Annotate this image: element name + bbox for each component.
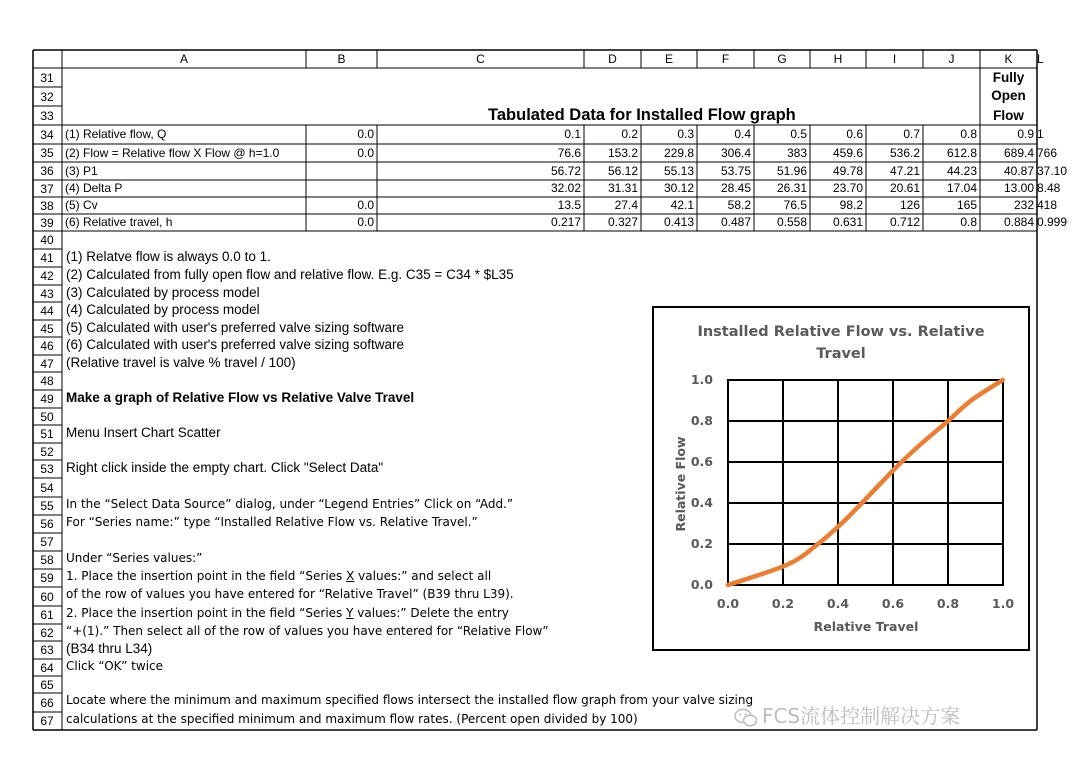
chart-x-axis-label: Relative Travel [813,619,919,634]
row-header-43[interactable]: 43 [40,287,54,301]
column-header-l[interactable]: L [1037,52,1044,66]
row-header-67[interactable]: 67 [40,714,54,728]
note-row-64: Click “OK” twice [66,659,164,673]
table-cell[interactable]: 0.5 [790,127,807,141]
table-cell[interactable]: 13.00 [1003,181,1034,195]
x-tick-label: 0.2 [771,596,795,611]
table-cell[interactable]: 0.9 [1017,127,1034,141]
note-row-59-part2: values:” and select all [354,569,492,583]
table-cell[interactable]: 0.0 [357,215,374,229]
y-tick-label: 0.0 [690,577,713,592]
table-row-label[interactable]: (6) Relative travel, h [65,215,173,229]
series-line [728,380,1003,585]
wechat-icon [734,708,758,728]
column-header-k[interactable]: K [1004,52,1013,66]
row-header-38[interactable]: 38 [40,199,54,213]
note-row-62: “+(1).” Then select all of the row of values you have entered for “Relative Flow” [66,624,549,638]
note-row-61-part2: values:” Delete the entry [353,606,509,620]
y-tick-label: 0.2 [690,536,713,551]
table-cell[interactable]: 55.13 [663,164,694,178]
note-row-43: (3) Calculated by process model [66,285,260,300]
table-cell[interactable]: 306.4 [720,146,751,160]
table-cell[interactable]: 165 [956,198,977,212]
table-cell[interactable]: 76.5 [783,198,807,212]
table-cell[interactable]: 42.1 [670,198,694,212]
table-cell[interactable]: 383 [786,146,807,160]
row-header-54[interactable]: 54 [40,481,54,495]
table-cell[interactable]: 56.72 [550,164,581,178]
table-cell[interactable]: 418 [1037,198,1058,212]
row-header-58[interactable]: 58 [40,553,54,567]
table-cell[interactable]: 58.2 [727,198,751,212]
table-row-label[interactable]: (1) Relative flow, Q [65,127,167,141]
table-cell[interactable]: 232 [1013,198,1034,212]
row-header-35[interactable]: 35 [40,146,54,160]
table-cell[interactable]: 0.558 [776,215,807,229]
table-cell[interactable]: 229.8 [663,146,694,160]
table-cell[interactable]: 1 [1037,127,1044,141]
row-header-46[interactable]: 46 [40,339,54,353]
row-header-50[interactable]: 50 [40,410,54,424]
row-header-45[interactable]: 45 [40,322,54,336]
note-row-63: (B34 thru L34) [66,641,153,656]
table-cell[interactable]: 53.75 [720,164,751,178]
row-header-60[interactable]: 60 [40,590,54,604]
table-row-label[interactable]: (2) Flow = Relative flow X Flow @ h=1.0 [65,146,280,160]
note-row-45: (5) Calculated with user's preferred valve sizing software [66,320,404,335]
row-header-31[interactable]: 31 [40,71,54,85]
table-cell[interactable]: 689.4 [1003,146,1034,160]
row-header-42[interactable]: 42 [40,269,54,283]
table-row-label[interactable]: (4) Delta P [65,181,123,195]
column-header-j[interactable]: J [948,52,955,66]
table-cell[interactable]: 27.4 [614,198,638,212]
table-title: Tabulated Data for Installed Flow graph [488,106,796,124]
table-cell[interactable]: 0.327 [607,215,638,229]
table-cell[interactable]: 56.12 [607,164,638,178]
column-header-e[interactable]: E [664,52,673,66]
chart-canvas [654,308,1028,649]
x-tick-label: 0.6 [881,596,905,611]
table-cell[interactable]: 536.2 [889,146,920,160]
note-row-44: (4) Calculated by process model [66,302,260,317]
note-row-49: Make a graph of Relative Flow vs Relative Valve Travel [66,390,415,405]
table-cell[interactable]: 51.96 [776,164,807,178]
table-cell[interactable]: 0.487 [720,215,751,229]
note-row-67: calculations at the specified minimum and maximum flow rates. (Percent open divided by 100) [66,712,638,726]
chart-title-line-2: Travel [816,346,866,362]
note-row-61 [66,606,509,620]
chart-y-axis-label: Relative Flow [673,436,688,532]
row-header-33[interactable]: 33 [40,109,54,123]
row-header-39[interactable]: 39 [40,216,54,230]
y-tick-label: 0.8 [690,413,713,428]
row-header-63[interactable]: 63 [40,643,54,657]
note-row-51: Menu Insert Chart Scatter [66,425,221,440]
note-row-58: Under “Series values:” [66,551,203,565]
note-row-41: (1) Relatve flow is always 0.0 to 1. [66,249,271,264]
x-tick-label: 1.0 [991,596,1015,611]
row-header-47[interactable]: 47 [40,357,54,371]
row-header-56[interactable]: 56 [40,517,54,531]
note-row-59-part1: 1. Place the insertion point in the field “Series [66,569,347,583]
table-cell[interactable]: 31.31 [607,181,638,195]
column-header-i[interactable]: I [892,52,897,66]
table-cell[interactable]: 37.10 [1037,164,1068,178]
table-cell[interactable]: 0.217 [550,215,581,229]
note-row-61-y: Y [346,606,354,620]
note-row-59-x: X [346,569,355,583]
table-cell[interactable]: 47.21 [889,164,920,178]
watermark-text: FCS流体控制解决方案 [762,704,961,728]
column-header-a[interactable]: A [179,52,188,66]
fully-open-label-1: Fully [992,70,1025,85]
row-header-59[interactable]: 59 [40,571,54,585]
x-tick-label: 0.0 [716,596,740,611]
table-cell[interactable]: 49.78 [832,164,863,178]
column-header-g[interactable]: G [777,52,787,66]
column-header-f[interactable]: F [721,52,730,66]
table-cell[interactable]: 0.2 [621,127,638,141]
table-cell[interactable]: 0.413 [663,215,694,229]
row-header-40[interactable]: 40 [40,233,54,247]
row-header-41[interactable]: 41 [40,251,54,265]
note-row-47: (Relative travel is valve % travel / 100) [66,355,296,370]
y-tick-label: 0.6 [690,454,713,469]
x-tick-label: 0.8 [936,596,960,611]
table-cell[interactable]: 0.631 [832,215,863,229]
installed-flow-chart[interactable] [652,306,1030,651]
table-cell[interactable]: 28.45 [720,181,751,195]
y-tick-label: 0.4 [690,495,713,510]
x-tick-label: 0.4 [826,596,850,611]
column-header-d[interactable]: D [608,52,617,66]
row-header-61[interactable]: 61 [40,608,54,622]
note-row-56: For “Series name:” type “Installed Relative Flow vs. Relative Travel.” [66,515,478,529]
row-header-48[interactable]: 48 [40,374,54,388]
table-cell[interactable]: 0.712 [889,215,920,229]
chart-title-line-1: Installed Relative Flow vs. Relative [697,324,985,340]
table-cell[interactable]: 26.31 [776,181,807,195]
row-header-66[interactable]: 66 [40,696,54,710]
row-header-36[interactable]: 36 [40,164,54,178]
table-cell[interactable]: 20.61 [889,181,920,195]
note-row-61-part1: 2. Place the insertion point in the field “Series [66,606,347,620]
note-row-66: Locate where the minimum and maximum specified flows intersect the installed flow graph from your valve sizing [66,693,754,707]
row-header-64[interactable]: 64 [40,661,54,675]
column-header-b[interactable]: B [337,52,346,66]
note-row-60: of the row of values you have entered for “Relative Travel” (B39 thru L39). [66,587,514,601]
row-header-55[interactable]: 55 [40,499,54,513]
table-row-label[interactable]: (3) P1 [65,164,98,178]
row-header-37[interactable]: 37 [40,182,54,196]
table-cell[interactable]: 0.999 [1037,215,1068,229]
table-cell[interactable]: 17.04 [946,181,977,195]
table-row-label[interactable]: (5) Cv [65,198,98,212]
column-header-h[interactable]: H [833,52,843,66]
column-header-c[interactable]: C [476,52,485,66]
table-cell[interactable]: 40.87 [1003,164,1034,178]
table-cell[interactable]: 8.48 [1037,181,1061,195]
table-cell[interactable]: 23.70 [832,181,863,195]
row-header-52[interactable]: 52 [40,445,54,459]
table-cell[interactable]: 98.2 [839,198,863,212]
watermark [734,700,960,729]
note-row-53: Right click inside the empty chart. Click "Select Data" [66,460,384,475]
table-cell[interactable]: 0.0 [357,127,374,141]
table-cell[interactable]: 0.8 [960,215,977,229]
table-cell[interactable]: 0.4 [734,127,751,141]
table-cell[interactable]: 459.6 [832,146,863,160]
fully-open-label-2: Open [991,88,1026,103]
note-row-46: (6) Calculated with user's preferred valve sizing software [66,337,404,352]
table-cell[interactable]: 612.8 [946,146,977,160]
table-cell[interactable]: 0.6 [846,127,863,141]
note-row-42: (2) Calculated from fully open flow and relative flow. E.g. C35 = C34 * $L35 [66,267,514,282]
row-header-53[interactable]: 53 [40,462,54,476]
table-cell[interactable]: 0.0 [357,146,374,160]
table-cell[interactable]: 0.0 [357,198,374,212]
y-tick-label: 1.0 [690,372,713,387]
table-cell[interactable]: 0.884 [1003,215,1034,229]
note-row-55: In the “Select Data Source” dialog, under “Legend Entries” Click on “Add.” [66,497,514,511]
table-cell[interactable]: 0.8 [960,127,977,141]
table-cell[interactable]: 126 [899,198,920,212]
row-header-32[interactable]: 32 [40,90,54,104]
table-cell[interactable]: 0.1 [564,127,581,141]
table-cell[interactable]: 32.02 [550,181,581,195]
table-cell[interactable]: 44.23 [946,164,977,178]
row-header-44[interactable]: 44 [40,304,54,318]
table-cell[interactable]: 30.12 [663,181,694,195]
row-header-57[interactable]: 57 [40,535,54,549]
table-cell[interactable]: 153.2 [607,146,638,160]
row-header-62[interactable]: 62 [40,626,54,640]
row-header-65[interactable]: 65 [40,678,54,692]
row-header-34[interactable]: 34 [40,128,54,142]
fully-open-label-3: Flow [993,108,1024,123]
table-cell[interactable]: 766 [1037,146,1058,160]
table-cell[interactable]: 76.6 [557,146,581,160]
note-row-59 [66,569,491,583]
row-header-51[interactable]: 51 [40,427,54,441]
table-cell[interactable]: 0.3 [677,127,694,141]
row-header-49[interactable]: 49 [40,392,54,406]
table-cell[interactable]: 0.7 [903,127,920,141]
table-cell[interactable]: 13.5 [557,198,581,212]
